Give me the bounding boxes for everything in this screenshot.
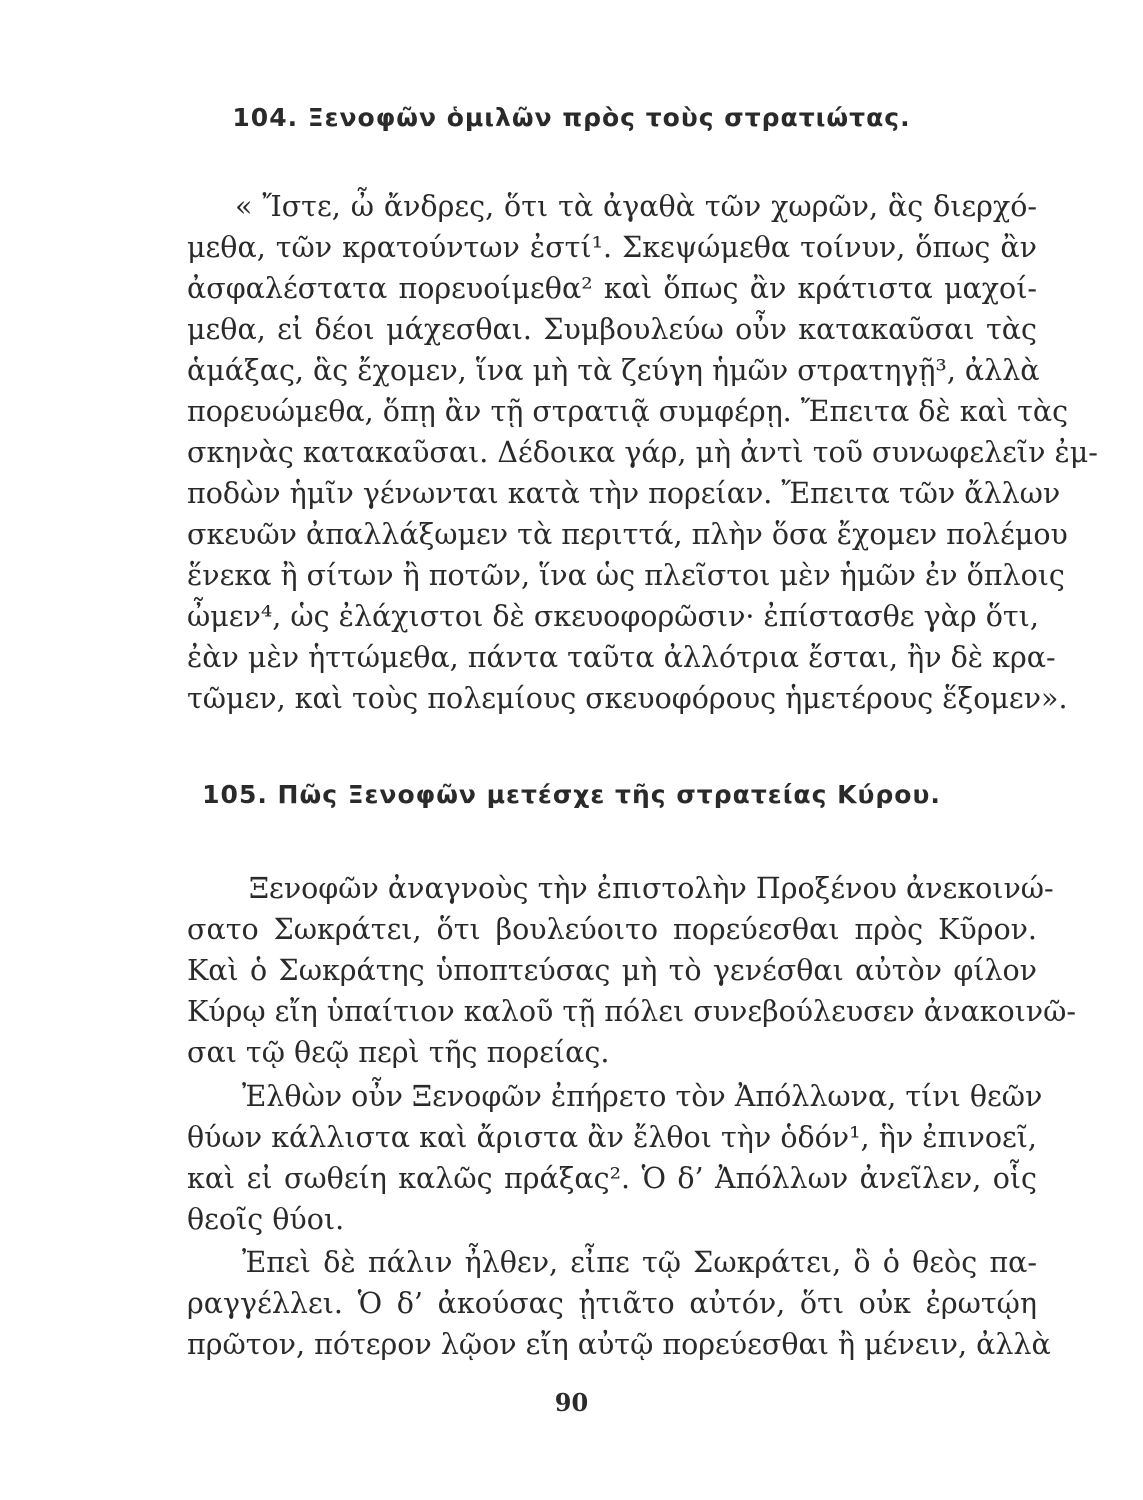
- text-line: σαι τῷ θεῷ περὶ τῆς πορείας.: [187, 1036, 610, 1069]
- text-line: καὶ εἰ σωθείη καλῶς πράξας². Ὁ δ’ Ἀπόλλων ἀνεῖλεν, οἷς: [187, 1162, 1037, 1195]
- section-104-text: [187, 186, 1098, 719]
- text-line: μεθα, τῶν κρατούντων ἐστί¹. Σκεψώμεθα τοίνυν, ὅπως ἂν: [187, 231, 1037, 264]
- text-line: Κύρῳ εἴη ὑπαίτιον καλοῦ τῇ πόλει συνεβούλευσεν ἀνακοινῶ-: [187, 995, 1076, 1028]
- text-line: σκευῶν ἀπαλλάξωμεν τὰ περιττά, πλὴν ὅσα ἔχομεν πολέμου: [187, 518, 1068, 551]
- text-line: ὦμεν⁴, ὡς ἐλάχιστοι δὲ σκευοφορῶσιν· ἐπίστασθε γὰρ ὅτι,: [187, 600, 1039, 633]
- text-line: θύων κάλλιστα καὶ ἄριστα ἂν ἔλθοι τὴν ὁδόν¹, ἣν ἐπινοεῖ,: [187, 1121, 1037, 1154]
- text-line: τῶμεν, καὶ τοὺς πολεμίους σκευοφόρους ἡμετέρους ἕξομεν».: [187, 682, 1068, 715]
- text-line: ποδὼν ἡμῖν γένωνται κατὰ τὴν πορείαν. Ἔπειτα τῶν ἄλλων: [187, 477, 1061, 510]
- text-line: Ἐπεὶ δὲ πάλιν ἦλθεν, εἶπε τῷ Σωκράτει, ὃ ὁ θεὸς πα-: [242, 1246, 1037, 1279]
- text-line: Ἐλθὼν οὖν Ξενοφῶν ἐπήρετο τὸν Ἀπόλλωνα, τίνι θεῶν: [242, 1080, 1043, 1113]
- text-line: σατο Σωκράτει, ὅτι βουλεύοιτο πορεύεσθαι πρὸς Κῦρον.: [187, 913, 1037, 946]
- section-105-paragraph-2: [187, 1076, 1043, 1240]
- text-line: σκηνὰς κατακαῦσαι. Δέδοικα γάρ, μὴ ἀντὶ τοῦ συνωφελεῖν ἐμ-: [187, 436, 1098, 469]
- text-line: ἁμάξας, ἃς ἔχομεν, ἵνα μὴ τὰ ζεύγη ἡμῶν στρατηγῇ³, ἀλλὰ: [187, 354, 1040, 387]
- text-line: ἐὰν μὲν ἡττώμεθα, πάντα ταῦτα ἀλλότρια ἔσται, ἢν δὲ κρα-: [187, 641, 1056, 674]
- page-number: 90: [554, 1388, 589, 1417]
- text-line: « Ἴστε, ὦ ἄνδρες, ὅτι τὰ ἀγαθὰ τῶν χωρῶν, ἃς διερχό-: [235, 190, 1037, 223]
- text-line: ραγγέλλει. Ὁ δ’ ἀκούσας ᾐτιᾶτο αὐτόν, ὅτι οὐκ ἐρωτῴη: [187, 1287, 1037, 1320]
- text-line: Ξενοφῶν ἀναγνοὺς τὴν ἐπιστολὴν Προξένου ἀνεκοινώ-: [249, 872, 1054, 905]
- section-104-heading: 104. Ξενοφῶν ὁμιλῶν πρὸς τοὺς στρατιώτας.: [232, 103, 911, 132]
- section-105-paragraph-1: [187, 868, 1076, 1073]
- section-105-heading: 105. Πῶς Ξενοφῶν μετέσχε τῆς στρατείας Κύρου.: [202, 780, 941, 809]
- text-line: πορευώμεθα, ὅπῃ ἂν τῇ στρατιᾷ συμφέρῃ. Ἔπειτα δὲ καὶ τὰς: [187, 395, 1069, 428]
- text-line: μεθα, εἰ δέοι μάχεσθαι. Συμβουλεύω οὖν κατακαῦσαι τὰς: [187, 313, 1037, 346]
- text-line: θεοῖς θύοι.: [187, 1203, 345, 1236]
- section-105-paragraph-3: [187, 1242, 1051, 1365]
- text-line: Καὶ ὁ Σωκράτης ὑποπτεύσας μὴ τὸ γενέσθαι αὐτὸν φίλον: [187, 954, 1037, 987]
- text-line: πρῶτον, πότερον λῷον εἴη αὐτῷ πορεύεσθαι ἢ μένειν, ἀλλὰ: [187, 1328, 1051, 1361]
- text-line: ἕνεκα ἢ σίτων ἢ ποτῶν, ἵνα ὡς πλεῖστοι μὲν ἡμῶν ἐν ὅπλοις: [187, 559, 1065, 592]
- text-line: ἀσφαλέστατα πορευοίμεθα² καὶ ὅπως ἂν κράτιστα μαχοί-: [187, 272, 1037, 305]
